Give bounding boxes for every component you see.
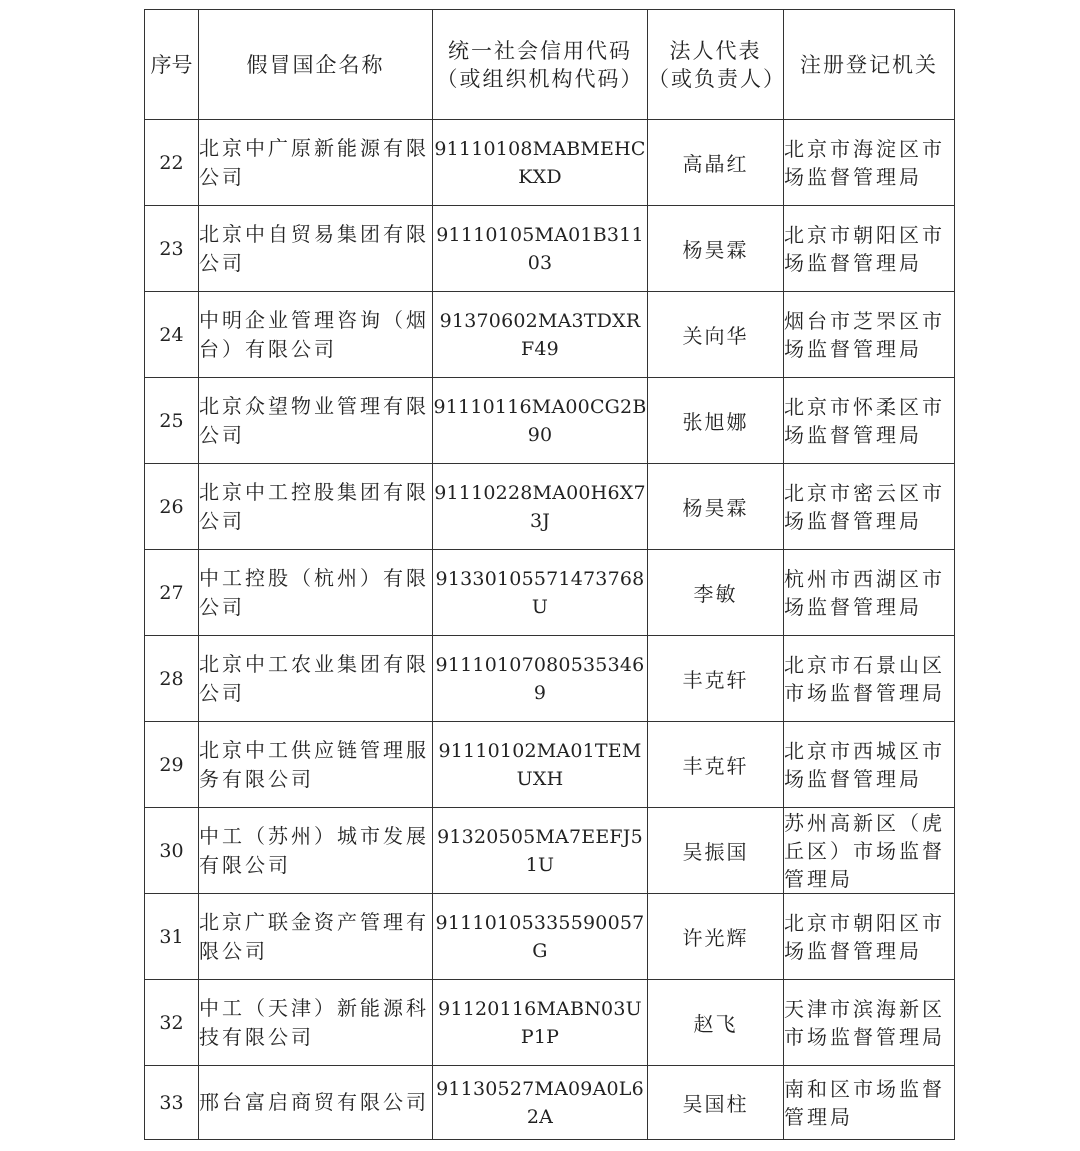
cell-code: 91320505MA7EEFJ51U <box>433 808 648 894</box>
cell-code: 91330105571473768U <box>433 550 648 636</box>
cell-auth: 北京市朝阳区市场监督管理局 <box>784 206 955 292</box>
table-row <box>145 722 955 808</box>
cell-code: 91110116MA00CG2B90 <box>433 378 648 464</box>
cell-code: 91120116MABN03UP1P <box>433 980 648 1066</box>
cell-name: 北京中工控股集团有限公司 <box>199 464 433 550</box>
table-row <box>145 894 955 980</box>
table-row <box>145 206 955 292</box>
cell-no: 29 <box>145 722 199 808</box>
cell-code: 911101070805353469 <box>433 636 648 722</box>
cell-code: 91110108MABMEHCKXD <box>433 120 648 206</box>
cell-auth: 北京市石景山区市场监督管理局 <box>784 636 955 722</box>
cell-no: 28 <box>145 636 199 722</box>
cell-code: 91130527MA09A0L62A <box>433 1066 648 1140</box>
cell-code: 91110102MA01TEMUXH <box>433 722 648 808</box>
cell-code: 91110105MA01B31103 <box>433 206 648 292</box>
header-auth: 注册登记机关 <box>784 10 955 120</box>
table-row <box>145 636 955 722</box>
cell-no: 27 <box>145 550 199 636</box>
table-row <box>145 120 955 206</box>
cell-auth: 天津市滨海新区市场监督管理局 <box>784 980 955 1066</box>
cell-rep: 丰克轩 <box>648 636 784 722</box>
cell-rep: 吴国柱 <box>648 1066 784 1140</box>
cell-rep: 杨昊霖 <box>648 464 784 550</box>
cell-name: 北京众望物业管理有限公司 <box>199 378 433 464</box>
cell-auth: 北京市密云区市场监督管理局 <box>784 464 955 550</box>
cell-rep: 高晶红 <box>648 120 784 206</box>
cell-name: 中工（天津）新能源科技有限公司 <box>199 980 433 1066</box>
cell-name: 北京中工供应链管理服务有限公司 <box>199 722 433 808</box>
cell-name: 中工控股（杭州）有限公司 <box>199 550 433 636</box>
cell-rep: 许光辉 <box>648 894 784 980</box>
header-no: 序号 <box>145 10 199 120</box>
cell-name: 邢台富启商贸有限公司 <box>199 1066 433 1140</box>
header-code: 统一社会信用代码（或组织机构代码） <box>433 10 648 120</box>
cell-no: 25 <box>145 378 199 464</box>
table-row <box>145 464 955 550</box>
cell-no: 31 <box>145 894 199 980</box>
table-row <box>145 808 955 894</box>
table-row <box>145 1066 955 1140</box>
cell-auth: 北京市海淀区市场监督管理局 <box>784 120 955 206</box>
cell-rep: 李敏 <box>648 550 784 636</box>
cell-rep: 赵飞 <box>648 980 784 1066</box>
cell-no: 23 <box>145 206 199 292</box>
table-row <box>145 550 955 636</box>
cell-auth: 北京市西城区市场监督管理局 <box>784 722 955 808</box>
table-header-row <box>145 10 955 120</box>
cell-name: 北京广联金资产管理有限公司 <box>199 894 433 980</box>
cell-code: 91370602MA3TDXRF49 <box>433 292 648 378</box>
cell-name: 北京中自贸易集团有限公司 <box>199 206 433 292</box>
cell-auth: 杭州市西湖区市场监督管理局 <box>784 550 955 636</box>
cell-auth: 北京市朝阳区市场监督管理局 <box>784 894 955 980</box>
header-rep: 法人代表（或负责人） <box>648 10 784 120</box>
cell-no: 33 <box>145 1066 199 1140</box>
cell-rep: 吴振国 <box>648 808 784 894</box>
cell-auth: 苏州高新区（虎丘区）市场监督管理局 <box>784 808 955 894</box>
table-row <box>145 292 955 378</box>
cell-auth: 北京市怀柔区市场监督管理局 <box>784 378 955 464</box>
cell-no: 30 <box>145 808 199 894</box>
cell-no: 26 <box>145 464 199 550</box>
cell-no: 24 <box>145 292 199 378</box>
cell-auth: 南和区市场监督管理局 <box>784 1066 955 1140</box>
cell-rep: 张旭娜 <box>648 378 784 464</box>
cell-no: 22 <box>145 120 199 206</box>
cell-name: 中明企业管理咨询（烟台）有限公司 <box>199 292 433 378</box>
header-name: 假冒国企名称 <box>199 10 433 120</box>
table-row <box>145 378 955 464</box>
cell-rep: 关向华 <box>648 292 784 378</box>
cell-name: 北京中广原新能源有限公司 <box>199 120 433 206</box>
cell-auth: 烟台市芝罘区市场监督管理局 <box>784 292 955 378</box>
counterfeit-soe-table <box>144 9 955 1140</box>
cell-rep: 杨昊霖 <box>648 206 784 292</box>
cell-rep: 丰克轩 <box>648 722 784 808</box>
cell-code: 91110105335590057G <box>433 894 648 980</box>
table-row <box>145 980 955 1066</box>
cell-name: 北京中工农业集团有限公司 <box>199 636 433 722</box>
cell-name: 中工（苏州）城市发展有限公司 <box>199 808 433 894</box>
cell-code: 91110228MA00H6X73J <box>433 464 648 550</box>
cell-no: 32 <box>145 980 199 1066</box>
